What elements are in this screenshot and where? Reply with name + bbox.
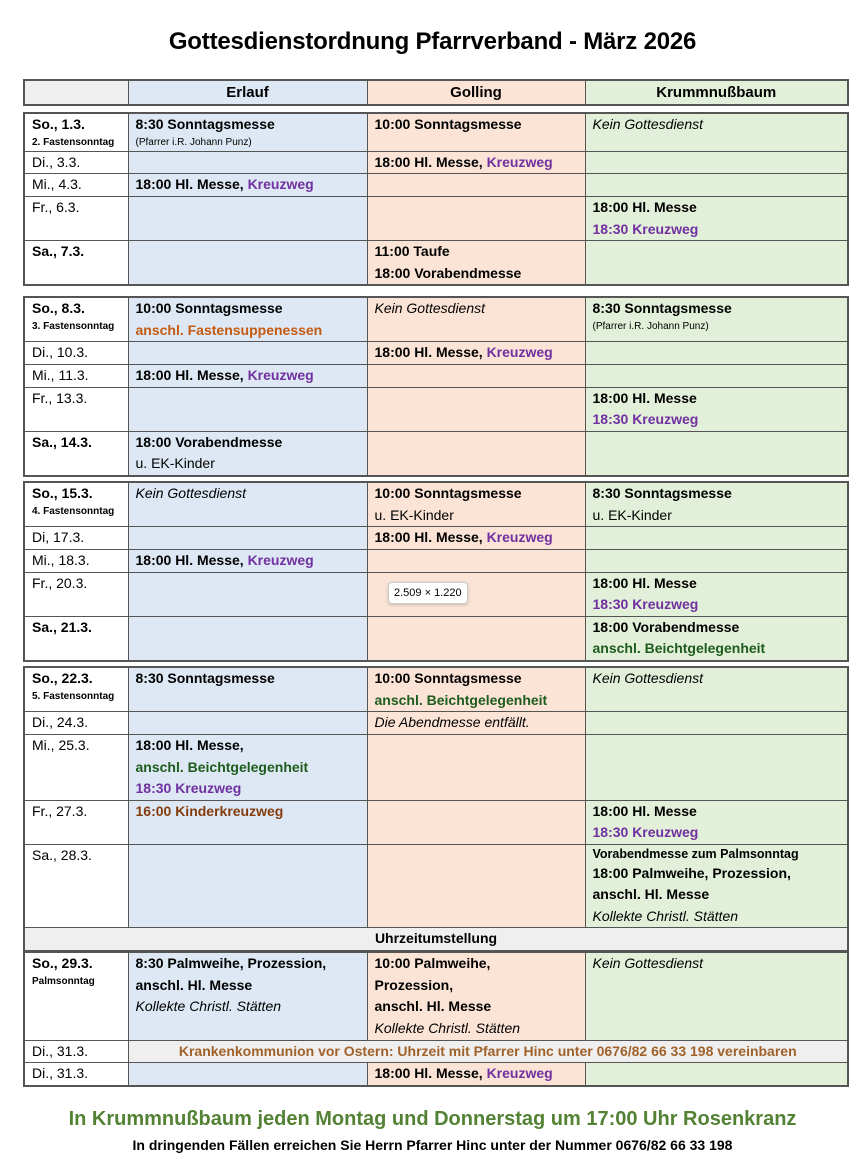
date-label: Mi., 4.3.: [32, 176, 82, 192]
table-row: [24, 844, 848, 928]
kreuzweg-label: Kreuzweg: [486, 529, 553, 545]
entry-text: [136, 298, 360, 320]
date-label: Di., 31.3.: [32, 1042, 89, 1059]
entry-label: 18:00 Vorabendmesse: [135, 433, 283, 450]
date-cell: [24, 616, 128, 661]
golling-cell: [367, 297, 585, 342]
date-label: Di., 24.3.: [32, 714, 89, 730]
date-label: Di., 31.3.: [32, 1065, 89, 1081]
entry-text: [136, 996, 360, 1018]
liturgical-day: 2. Fastensonntag: [32, 136, 115, 148]
entry-text: [136, 365, 360, 387]
entry-label: 18:00 Vorabendmesse: [374, 264, 522, 281]
entry-label: (Pfarrer i.R. Johann Punz): [592, 320, 709, 332]
krummnussbaum-cell: [585, 297, 848, 342]
date-cell: [24, 342, 128, 365]
entry-text: [136, 975, 360, 997]
entry-label: 16:00 Kinderkreuzweg: [135, 802, 284, 819]
entry-label: anschl. Beichtgelegenheit: [135, 758, 309, 775]
table-row: [24, 1063, 848, 1086]
table-row: [24, 952, 848, 1040]
sick-communion-notice: Krankenkommunion vor Ostern: Uhrzeit mit Pfarrer Hinc unter 0676/82 66 33 198 vereinbaren: [128, 1040, 848, 1063]
table-row: [24, 1040, 848, 1063]
date-cell: [24, 527, 128, 550]
week-block: [23, 481, 849, 662]
golling-cell: [367, 241, 585, 286]
entry-text: [593, 298, 841, 320]
krummnussbaum-cell: [585, 342, 848, 365]
entry-label: 18:30 Kreuzweg: [135, 780, 242, 796]
entry-text: [136, 174, 360, 196]
table-row: [24, 151, 848, 174]
table-row: [24, 735, 848, 801]
erlauf-cell: [128, 735, 367, 801]
date-cell: [24, 482, 128, 527]
entry-text: [593, 638, 841, 660]
entry-label: 18:00 Hl. Messe,: [374, 529, 487, 545]
week-block: [23, 951, 849, 1087]
erlauf-cell: [128, 572, 367, 616]
date-label: Di., 3.3.: [32, 153, 81, 170]
liturgical-day: 4. Fastensonntag: [32, 505, 115, 517]
kreuzweg-label: Kreuzweg: [247, 366, 314, 383]
table-row: [24, 667, 848, 712]
golling-cell: [367, 616, 585, 661]
krummnussbaum-cell: [585, 482, 848, 527]
krummnussbaum-cell: [585, 1063, 848, 1086]
erlauf-cell: [128, 549, 367, 572]
entry-text: [136, 757, 360, 779]
table-row: [24, 197, 848, 241]
date-label: Fr., 6.3.: [32, 199, 80, 215]
liturgical-day: 5. Fastensonntag: [32, 690, 115, 702]
entry-label: Kein Gottesdienst: [135, 485, 247, 501]
entry-label: Prozession,: [374, 976, 454, 993]
entry-text: [136, 136, 360, 149]
date-cell: [24, 151, 128, 174]
erlauf-cell: [128, 387, 367, 431]
erlauf-cell: [128, 151, 367, 174]
golling-cell: [367, 844, 585, 928]
entry-label: u. EK-Kinder: [374, 506, 454, 523]
krummnussbaum-cell: [585, 735, 848, 801]
table-row: [24, 387, 848, 431]
entry-text: [136, 114, 360, 136]
entry-label: 18:00 Hl. Messe,: [135, 176, 248, 192]
erlauf-cell: [128, 431, 367, 476]
golling-cell: [367, 482, 585, 527]
date-cell: [24, 1063, 128, 1086]
entry-label: 18:30 Kreuzweg: [592, 596, 699, 612]
entry-text: [593, 884, 841, 906]
entry-label: 18:00 Hl. Messe,: [374, 153, 487, 170]
golling-cell: [367, 735, 585, 801]
entry-text: [136, 320, 360, 342]
date-cell: [24, 174, 128, 197]
krummnussbaum-cell: [585, 800, 848, 844]
date-label: So., 22.3.: [32, 670, 93, 686]
entry-label: 8:30 Palmweihe, Prozession,: [135, 955, 327, 971]
entry-text: [375, 298, 578, 320]
krummnussbaum-cell: [585, 151, 848, 174]
erlauf-cell: [128, 527, 367, 550]
entry-text: [136, 453, 360, 475]
week-block: [23, 296, 849, 477]
date-cell: [24, 800, 128, 844]
entry-label: Kein Gottesdienst: [592, 955, 704, 971]
golling-cell: [367, 1063, 585, 1086]
table-row: [24, 616, 848, 661]
entry-text: [375, 690, 578, 712]
date-cell: [24, 387, 128, 431]
erlauf-cell: [128, 297, 367, 342]
entry-text: [375, 241, 578, 263]
krummnussbaum-cell: [585, 527, 848, 550]
krummnussbaum-cell: [585, 616, 848, 661]
krummnussbaum-cell: [585, 572, 848, 616]
kreuzweg-label: Kreuzweg: [247, 551, 314, 568]
week-block: [23, 112, 849, 286]
golling-cell: [367, 364, 585, 387]
golling-cell: [367, 197, 585, 241]
entry-label: Vorabendmesse zum Palmsonntag: [592, 846, 799, 861]
entry-label: Kein Gottesdienst: [592, 116, 704, 132]
entry-label: 18:00 Palmweihe, Prozession,: [592, 864, 791, 881]
krummnussbaum-cell: [585, 431, 848, 476]
entry-label: 18:30 Kreuzweg: [592, 411, 699, 427]
entry-text: [593, 953, 841, 975]
krummnussbaum-cell: [585, 113, 848, 151]
entry-text: [136, 735, 360, 757]
date-label: Sa., 14.3.: [32, 433, 92, 450]
time-change-row: [24, 928, 848, 951]
entry-text: [593, 845, 841, 863]
entry-text: [593, 320, 841, 333]
golling-cell: [367, 549, 585, 572]
golling-cell: [367, 113, 585, 151]
date-label: Sa., 21.3.: [32, 618, 92, 635]
golling-cell: [367, 174, 585, 197]
krummnussbaum-cell: [585, 174, 848, 197]
entry-text: [375, 996, 578, 1018]
date-cell: [24, 241, 128, 286]
date-cell: [24, 297, 128, 342]
entry-label: 18:00 Hl. Messe,: [374, 1065, 487, 1081]
erlauf-cell: [128, 712, 367, 735]
entry-text: [375, 1018, 578, 1040]
entry-text: [593, 801, 841, 823]
erlauf-cell: [128, 952, 367, 1040]
table-row: [24, 712, 848, 735]
erlauf-cell: [128, 482, 367, 527]
golling-cell: [367, 342, 585, 365]
date-cell: [24, 549, 128, 572]
entry-label: 18:00 Hl. Messe,: [135, 366, 248, 383]
liturgical-day: 3. Fastensonntag: [32, 320, 115, 332]
table-row: [24, 342, 848, 365]
date-label: Fr., 13.3.: [32, 389, 88, 406]
entry-text: [593, 822, 841, 844]
erlauf-cell: [128, 616, 367, 661]
golling-cell: [367, 667, 585, 712]
entry-text: [136, 778, 360, 800]
entry-label: 18:00 Hl. Messe,: [135, 551, 248, 568]
kreuzweg-label: Kreuzweg: [247, 176, 314, 192]
entry-label: anschl. Fastensuppenessen: [135, 321, 323, 338]
header-erlauf: Erlauf: [128, 80, 367, 105]
table-row: [24, 431, 848, 476]
erlauf-cell: [128, 197, 367, 241]
krummnussbaum-cell: [585, 952, 848, 1040]
entry-label: Kein Gottesdienst: [374, 300, 486, 316]
krummnussbaum-cell: [585, 241, 848, 286]
entry-text: [593, 573, 841, 595]
erlauf-cell: [128, 174, 367, 197]
date-label: Di., 10.3.: [32, 344, 89, 360]
entry-text: [593, 505, 841, 527]
header-date: [24, 80, 128, 105]
date-cell: [24, 113, 128, 151]
krummnussbaum-cell: [585, 364, 848, 387]
date-cell: [24, 712, 128, 735]
week-block: [23, 666, 849, 952]
entry-label: anschl. Beichtgelegenheit: [592, 640, 766, 656]
entry-label: 18:00 Vorabendmesse: [592, 618, 740, 635]
erlauf-cell: [128, 113, 367, 151]
entry-text: [593, 219, 841, 241]
header-table: [23, 79, 849, 106]
date-label: Sa., 28.3.: [32, 846, 92, 863]
entry-label: 18:00 Hl. Messe,: [374, 344, 487, 360]
krummnussbaum-cell: [585, 549, 848, 572]
date-cell: [24, 572, 128, 616]
entry-text: [593, 197, 841, 219]
entry-text: [375, 342, 578, 364]
rosary-notice: In Krummnußbaum jeden Montag und Donnerstag um 17:00 Uhr Rosenkranz: [68, 1108, 797, 1130]
entry-text: [375, 527, 578, 549]
krummnussbaum-cell: [585, 197, 848, 241]
date-label: So., 15.3.: [32, 485, 93, 501]
entry-label: 18:00 Hl. Messe,: [135, 737, 244, 753]
size-tooltip: 2.509 × 1.220: [388, 582, 468, 604]
table-row: [24, 297, 848, 342]
kreuzweg-label: Kreuzweg: [486, 153, 553, 170]
golling-cell: [367, 527, 585, 550]
entry-text: [375, 505, 578, 527]
entry-text: [593, 483, 841, 505]
golling-cell: [367, 387, 585, 431]
entry-label: 10:00 Sonntagsmesse: [135, 300, 283, 316]
entry-label: 18:00 Hl. Messe: [592, 574, 697, 591]
entry-text: [593, 409, 841, 431]
erlauf-cell: [128, 667, 367, 712]
date-label: Fr., 20.3.: [32, 574, 88, 591]
entry-label: 8:30 Sonntagsmesse: [135, 670, 275, 686]
entry-text: [593, 906, 841, 928]
krummnussbaum-cell: [585, 844, 848, 928]
date-cell: [24, 364, 128, 387]
entry-label: 8:30 Sonntagsmesse: [592, 485, 732, 501]
golling-cell: [367, 431, 585, 476]
entry-text: [136, 550, 360, 572]
date-label: Di, 17.3.: [32, 529, 85, 545]
entry-label: 11:00 Taufe: [374, 243, 450, 259]
date-label: Fr., 27.3.: [32, 802, 88, 819]
entry-label: 10:00 Sonntagsmesse: [374, 485, 522, 501]
entry-text: [375, 483, 578, 505]
entry-label: anschl. Hl. Messe: [374, 998, 492, 1014]
entry-label: Kollekte Christl. Stätten: [374, 1019, 521, 1036]
entry-label: anschl. Beichtgelegenheit: [374, 691, 548, 708]
entry-label: u. EK-Kinder: [135, 455, 215, 471]
entry-label: 10:00 Palmweihe,: [374, 955, 491, 971]
golling-cell: [367, 712, 585, 735]
erlauf-cell: [128, 1063, 367, 1086]
entry-label: Die Abendmesse entfällt.: [374, 714, 530, 730]
erlauf-cell: [128, 844, 367, 928]
date-cell: [24, 735, 128, 801]
date-label: Mi., 25.3.: [32, 737, 90, 753]
erlauf-cell: [128, 342, 367, 365]
krummnussbaum-cell: [585, 387, 848, 431]
entry-label: anschl. Hl. Messe: [135, 976, 253, 993]
entry-text: [375, 712, 578, 734]
page-title: Gottesdienstordnung Pfarrverband - März 2026: [168, 28, 697, 55]
table-row: [24, 800, 848, 844]
entry-label: 8:30 Sonntagsmesse: [135, 116, 275, 132]
krummnussbaum-cell: [585, 712, 848, 735]
date-label: Sa., 7.3.: [32, 243, 85, 259]
entry-label: 8:30 Sonntagsmesse: [592, 300, 732, 316]
table-row: [24, 527, 848, 550]
header-golling: Golling: [367, 80, 585, 105]
date-label: Mi., 18.3.: [32, 551, 90, 568]
date-cell: [24, 844, 128, 928]
erlauf-cell: [128, 241, 367, 286]
entry-text: [375, 953, 578, 975]
entry-text: [593, 668, 841, 690]
entry-text: [593, 617, 841, 639]
entry-text: [593, 594, 841, 616]
date-cell: [24, 1040, 128, 1063]
golling-cell: [367, 151, 585, 174]
entry-label: Kollekte Christl. Stätten: [592, 907, 739, 924]
entry-label: 18:00 Hl. Messe: [592, 199, 697, 215]
date-label: So., 1.3.: [32, 116, 85, 132]
table-row: [24, 174, 848, 197]
entry-text: [375, 668, 578, 690]
table-row: [24, 113, 848, 151]
table-row: [24, 241, 848, 286]
entry-text: [136, 483, 360, 505]
entry-text: [375, 152, 578, 174]
entry-text: [136, 953, 360, 975]
entry-label: Kein Gottesdienst: [592, 670, 704, 686]
entry-text: [375, 1063, 578, 1085]
entry-text: [593, 114, 841, 136]
table-row: [24, 482, 848, 527]
entry-label: 18:00 Hl. Messe: [592, 389, 697, 406]
golling-cell: [367, 952, 585, 1040]
kreuzweg-label: Kreuzweg: [486, 344, 553, 360]
entry-label: 10:00 Sonntagsmesse: [374, 670, 522, 686]
golling-cell: [367, 800, 585, 844]
erlauf-cell: [128, 800, 367, 844]
entry-label: 18:30 Kreuzweg: [592, 824, 699, 840]
date-cell: [24, 667, 128, 712]
entry-text: [136, 668, 360, 690]
entry-text: [593, 863, 841, 885]
entry-label: 10:00 Sonntagsmesse: [374, 116, 522, 132]
date-cell: [24, 197, 128, 241]
date-cell: [24, 952, 128, 1040]
entry-text: [593, 388, 841, 410]
emergency-contact: In dringenden Fällen erreichen Sie Herrn Pfarrer Hinc unter der Nummer 0676/82 66 33 198: [132, 1137, 733, 1153]
entry-text: [375, 263, 578, 285]
krummnussbaum-cell: [585, 667, 848, 712]
entry-text: [136, 432, 360, 454]
entry-label: (Pfarrer i.R. Johann Punz): [135, 136, 252, 148]
erlauf-cell: [128, 364, 367, 387]
time-change-banner: Uhrzeitumstellung: [24, 928, 848, 951]
entry-text: [136, 801, 360, 823]
entry-label: 18:00 Hl. Messe: [592, 802, 697, 819]
kreuzweg-label: Kreuzweg: [486, 1065, 553, 1081]
header-krummnussbaum: Krummnußbaum: [585, 80, 848, 105]
liturgical-day: Palmsonntag: [32, 975, 95, 987]
date-label: Mi., 11.3.: [32, 366, 89, 383]
entry-label: Kollekte Christl. Stätten: [135, 998, 282, 1014]
date-label: So., 29.3.: [32, 955, 93, 971]
entry-label: u. EK-Kinder: [592, 506, 672, 523]
date-cell: [24, 431, 128, 476]
table-row: [24, 364, 848, 387]
table-row: [24, 549, 848, 572]
entry-label: anschl. Hl. Messe: [592, 886, 710, 902]
date-label: So., 8.3.: [32, 300, 85, 316]
entry-text: [375, 114, 578, 136]
entry-label: 18:30 Kreuzweg: [592, 220, 699, 237]
entry-text: [375, 975, 578, 997]
